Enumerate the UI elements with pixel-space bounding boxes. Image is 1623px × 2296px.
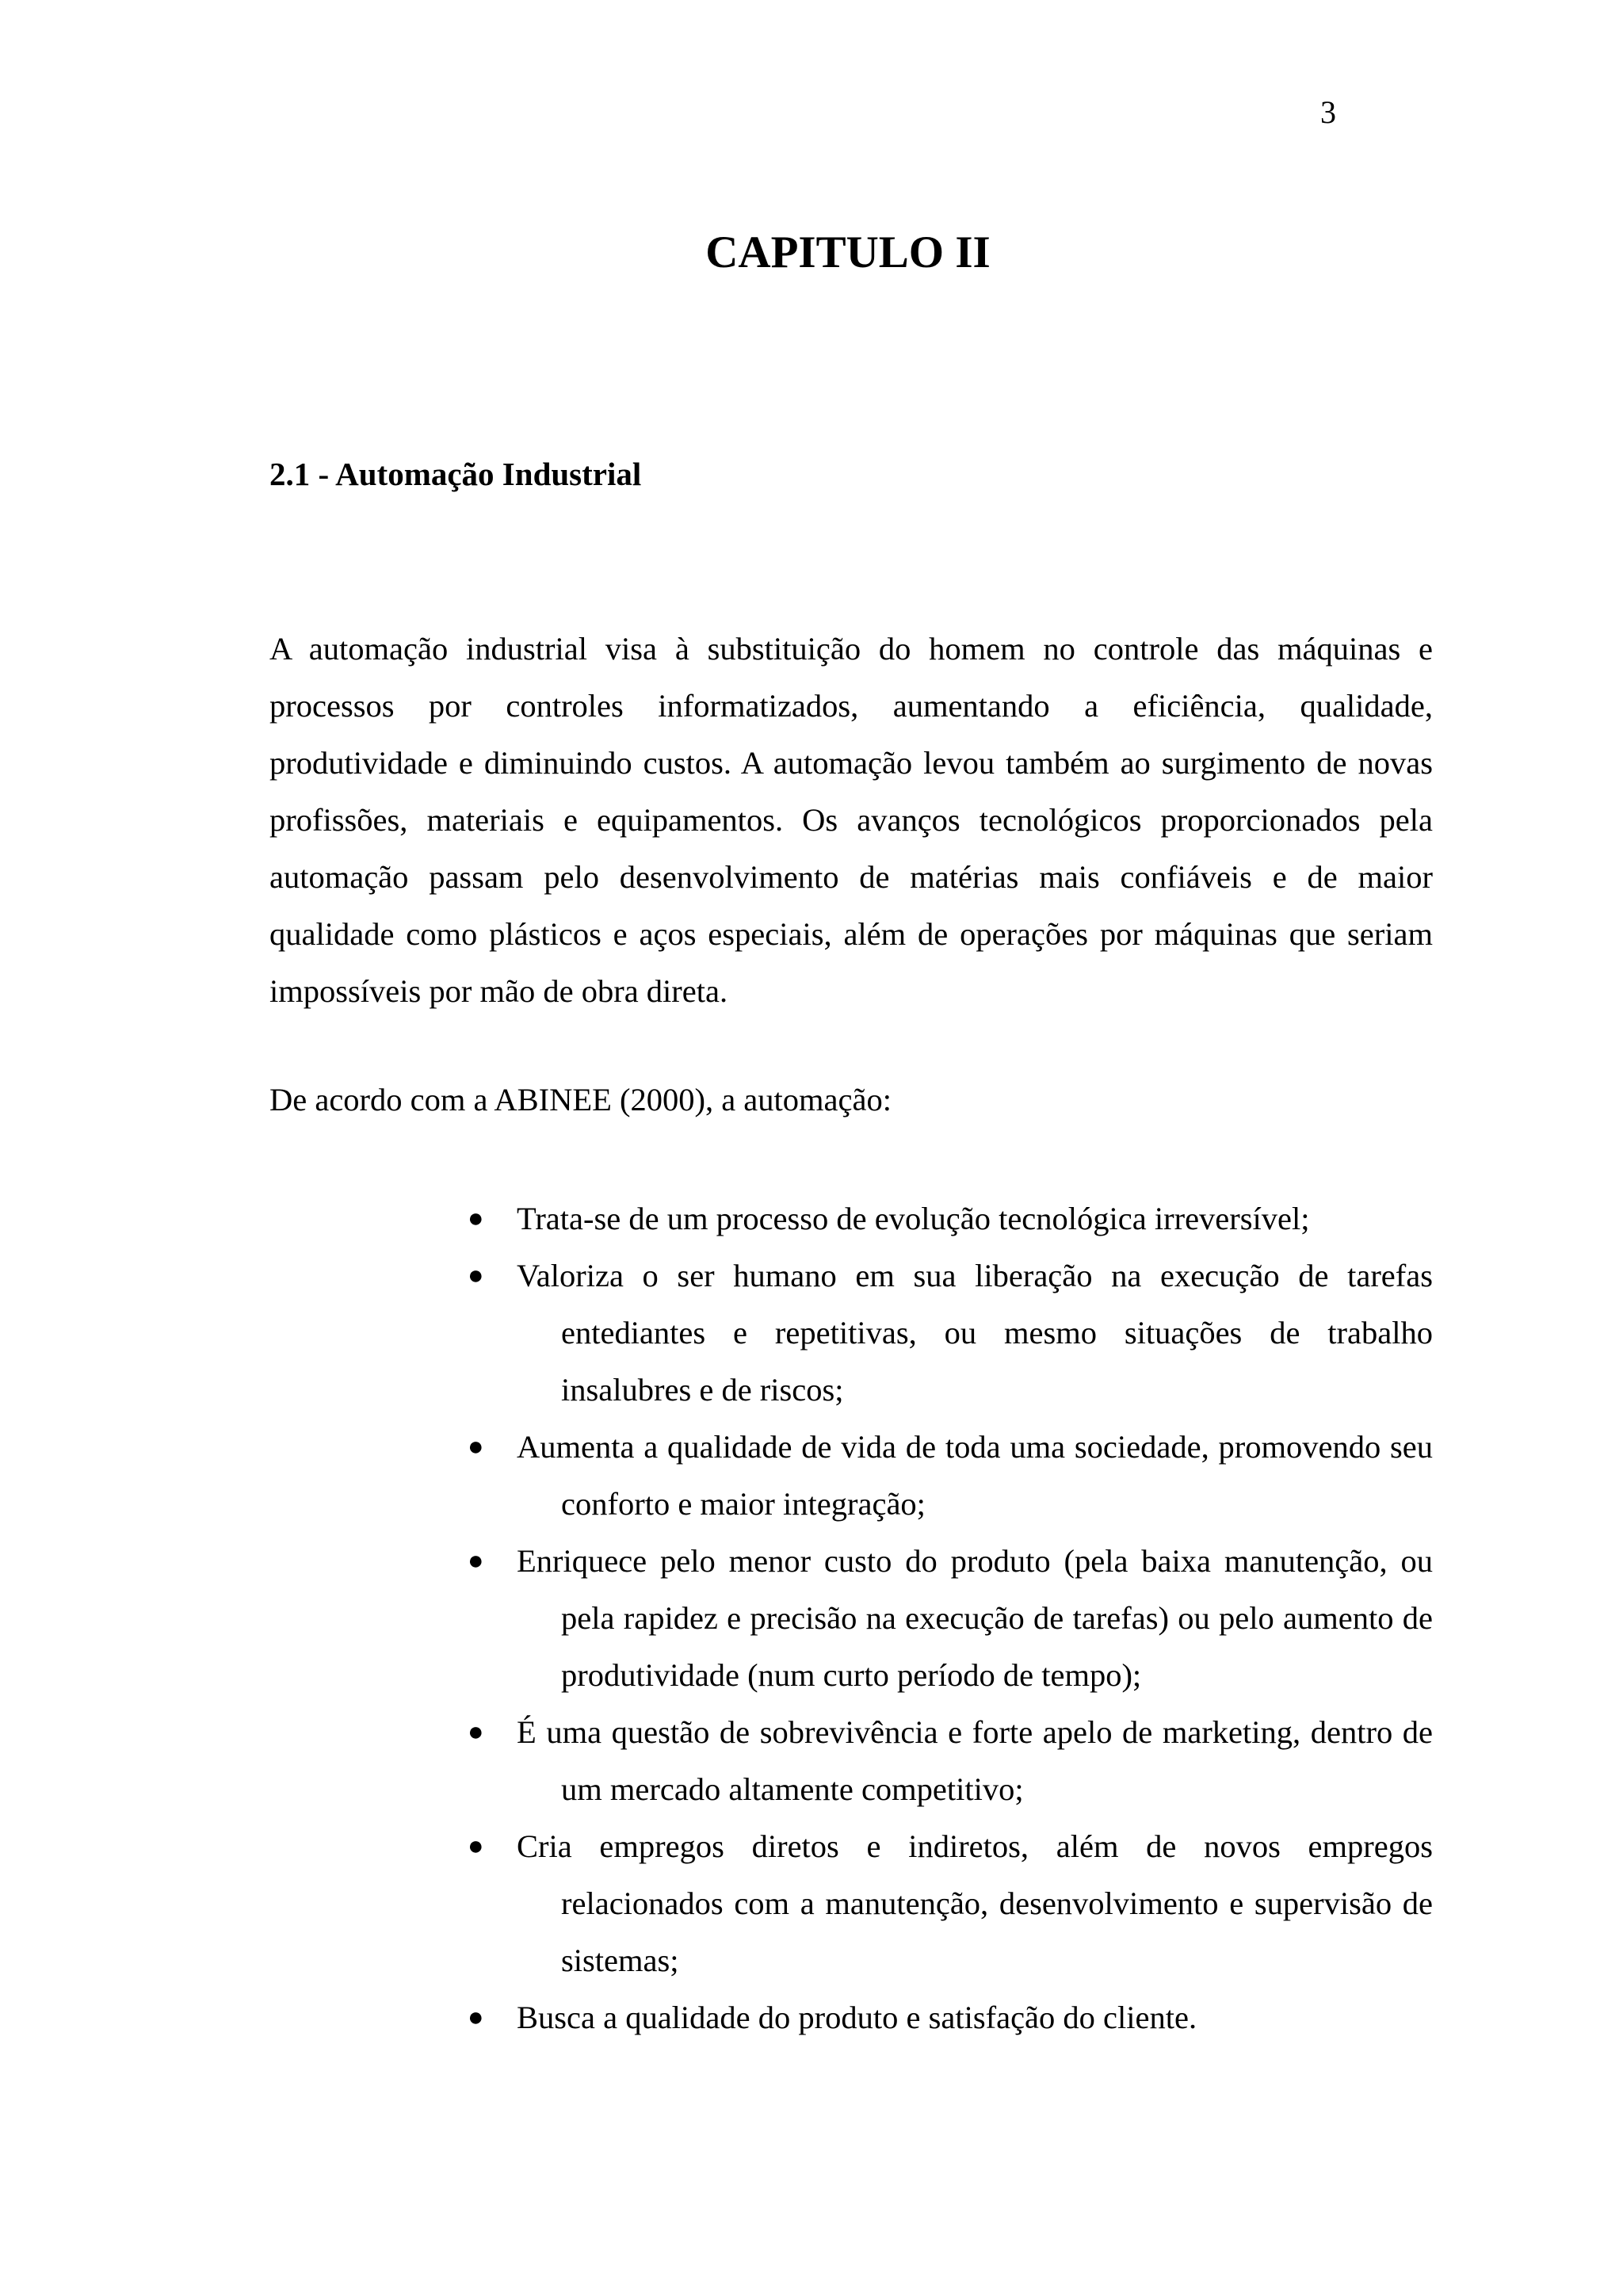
list-item	[458, 1419, 1433, 1533]
bullet-icon: ●	[468, 1432, 484, 1461]
bullet-icon: ●	[468, 1832, 484, 1861]
list-item-text: Trata-se de um processo de evolução tecnológica irreversível;	[517, 1201, 1310, 1236]
bullet-icon: ●	[468, 1204, 484, 1233]
list-item	[458, 1818, 1433, 1989]
list-item	[458, 1704, 1433, 1818]
paragraph-abinee: De acordo com a ABINEE (2000), a automação:	[269, 1082, 892, 1117]
section-heading: 2.1 - Automação Industrial	[269, 456, 642, 492]
list-item-text: Aumenta a qualidade de vida de toda uma sociedade, promovendo seu conforto e maior integração;	[517, 1429, 1433, 1522]
list-item	[458, 1533, 1433, 1704]
bullet-icon: ●	[468, 1717, 484, 1747]
list-item-text: Cria empregos diretos e indiretos, além de novos empregos relacionados com a manutenção, desenvolvimento e supervisão de sistemas;	[517, 1828, 1433, 1978]
list-item-text: Valoriza o ser humano em sua liberação na execução de tarefas entediantes e repetitivas, ou mesmo situações de trabalho insalubres e de riscos;	[517, 1258, 1433, 1408]
list-item-text: Busca a qualidade do produto e satisfação do cliente.	[517, 2000, 1197, 2035]
paragraph-intro: A automação industrial visa à substituição do homem no controle das máquinas e processos por controles informatizados, aumentando a eficiência, qualidade, produtividade e diminuindo custos. A automação levou também ao surgimento de novas profissões, materiais e equipamentos. Os avanços tecnológicos proporcionados pela automação passam pelo desenvolvimento de matérias mais confiáveis e de maior qualidade como plásticos e aços especiais, além de operações por máquinas que seriam impossíveis por mão de obra direta.	[269, 631, 1433, 1009]
bullet-list	[458, 1190, 1433, 2046]
list-item-text: Enriquece pelo menor custo do produto (pela baixa manutenção, ou pela rapidez e precisão na execução de tarefas) ou pelo aumento de produtividade (num curto período de tempo);	[517, 1543, 1433, 1693]
bullet-icon: ●	[468, 1546, 484, 1576]
list-item-text: É uma questão de sobrevivência e forte apelo de marketing, dentro de um mercado altamente competitivo;	[517, 1714, 1433, 1807]
paragraph-container	[269, 1072, 1433, 1129]
paragraph-container	[269, 621, 1433, 1020]
bullet-icon: ●	[468, 1261, 484, 1290]
list-item	[458, 1247, 1433, 1419]
chapter-title: CAPITULO II	[705, 227, 991, 277]
list-item	[458, 1989, 1433, 2046]
page-number: 3	[1320, 94, 1336, 130]
bullet-icon: ●	[468, 2003, 484, 2032]
list-item	[458, 1190, 1433, 1247]
